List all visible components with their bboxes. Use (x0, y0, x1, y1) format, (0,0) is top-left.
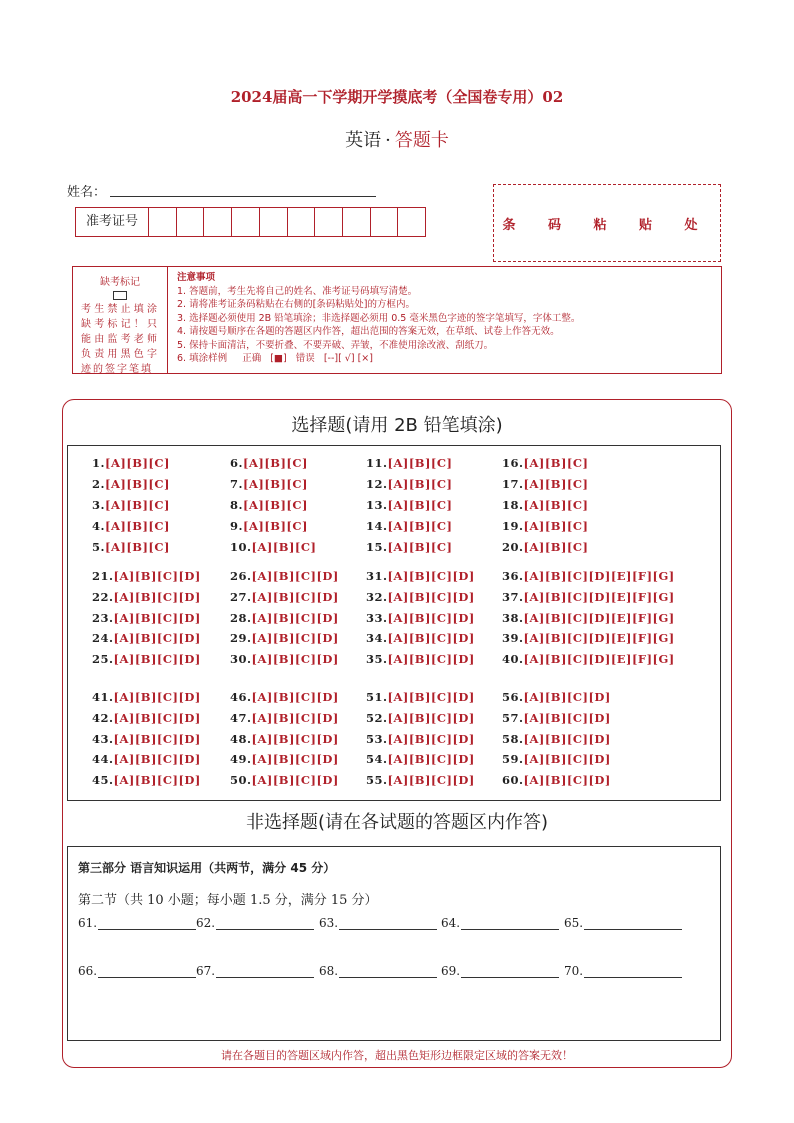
answer-options[interactable]: [A][B][C] (243, 477, 308, 491)
name-field[interactable] (110, 196, 376, 197)
notice-box (72, 266, 722, 374)
answer-options[interactable]: [A][B][C][D] (113, 611, 201, 625)
question-number: 53. (366, 732, 388, 746)
question-number: 21. (92, 569, 114, 583)
question-16[interactable] (502, 456, 588, 470)
exam-id-cell[interactable] (288, 208, 316, 236)
notice-item: 2. 请将准考证条码粘贴在右侧的[条码粘贴处]的方框内。 (177, 299, 415, 310)
blank-67[interactable] (196, 964, 314, 978)
question-54[interactable] (366, 752, 475, 766)
question-22[interactable] (92, 590, 201, 604)
question-number: 40. (502, 652, 524, 666)
question-number: 29. (230, 631, 252, 645)
question-34[interactable] (366, 631, 475, 645)
question-number: 39. (502, 631, 524, 645)
question-number: 52. (366, 711, 388, 725)
answer-options[interactable]: [A][B][C][D][E][F][G] (523, 569, 675, 583)
question-2[interactable] (92, 477, 170, 491)
answer-options[interactable]: [A][B][C][D] (387, 611, 475, 625)
question-32[interactable] (366, 590, 475, 604)
exam-id-cell[interactable] (204, 208, 232, 236)
question-number: 46. (230, 690, 252, 704)
correct-sample: [■] (270, 353, 287, 364)
question-number: 9. (230, 519, 244, 533)
question-number: 48. (230, 732, 252, 746)
question-49[interactable] (230, 752, 339, 766)
answer-options[interactable]: [A][B][C][D][E][F][G] (523, 631, 675, 645)
answer-options[interactable]: [A][B][C][D] (113, 752, 201, 766)
question-number: 17. (502, 477, 524, 491)
question-33[interactable] (366, 611, 475, 625)
question-number: 38. (502, 611, 524, 625)
question-7[interactable] (230, 477, 308, 491)
question-number: 10. (230, 540, 252, 554)
question-28[interactable] (230, 611, 339, 625)
choice-section-title: 选择题(请用 2B 铅笔填涂) (291, 415, 503, 436)
question-number: 56. (502, 690, 524, 704)
question-number: 54. (366, 752, 388, 766)
question-number: 57. (502, 711, 524, 725)
absent-title: 缺考标记 (100, 277, 140, 288)
barcode-area: 条 码 粘 贴 处 (493, 184, 721, 262)
question-number: 58. (502, 732, 524, 746)
question-number: 18. (502, 498, 524, 512)
question-number: 16. (502, 456, 524, 470)
blank-65[interactable] (564, 916, 682, 930)
question-48[interactable] (230, 732, 339, 746)
question-11[interactable] (366, 456, 452, 470)
answer-options[interactable]: [A][B][C] (387, 519, 453, 533)
question-36[interactable] (502, 569, 675, 583)
blank-70[interactable] (564, 964, 682, 978)
answer-options[interactable]: [A][B][C] (387, 498, 453, 512)
question-number: 4. (92, 519, 106, 533)
question-23[interactable] (92, 611, 201, 625)
question-58[interactable] (502, 732, 611, 746)
notice-item: 1. 答题前，考生先将自己的姓名、准考证号码填写清楚。 (177, 285, 418, 297)
question-40[interactable] (502, 652, 675, 666)
question-number: 41. (92, 690, 114, 704)
question-41[interactable] (92, 690, 201, 704)
question-24[interactable] (92, 631, 201, 645)
question-number: 19. (502, 519, 524, 533)
question-19[interactable] (502, 519, 588, 533)
question-number: 55. (366, 773, 388, 787)
exam-id-cell[interactable] (260, 208, 288, 236)
answer-options[interactable]: [A][B][C][D] (251, 732, 339, 746)
question-59[interactable] (502, 752, 611, 766)
question-27[interactable] (230, 590, 339, 604)
notice-sample-row (177, 352, 715, 366)
exam-id-cell[interactable] (232, 208, 260, 236)
answer-options[interactable]: [A][B][C][D] (113, 732, 201, 746)
question-10[interactable] (230, 540, 316, 554)
answer-options[interactable]: [A][B][C][D] (387, 732, 475, 746)
question-number: 34. (366, 631, 388, 645)
question-51[interactable] (366, 690, 475, 704)
blank-number: 67. (196, 964, 216, 978)
question-31[interactable] (366, 569, 475, 583)
answer-options[interactable]: [A][B][C][D] (387, 773, 475, 787)
question-number: 12. (366, 477, 388, 491)
answer-options[interactable]: [A][B][C][D] (251, 690, 339, 704)
question-44[interactable] (92, 752, 201, 766)
question-55[interactable] (366, 773, 475, 787)
question-number: 15. (366, 540, 388, 554)
question-20[interactable] (502, 540, 588, 554)
question-number: 43. (92, 732, 114, 746)
exam-id-cell[interactable] (177, 208, 205, 236)
question-18[interactable] (502, 498, 588, 512)
blank-63[interactable] (319, 916, 437, 930)
notice-title: 注意事项 (177, 272, 216, 283)
absent-mark-panel (73, 267, 168, 373)
question-30[interactable] (230, 652, 339, 666)
question-39[interactable] (502, 631, 675, 645)
answer-options[interactable]: [A][B][C][D] (387, 711, 475, 725)
question-number: 23. (92, 611, 114, 625)
notice-item: 4. 请按题号顺序在各题的答题区内作答，超出范围的答案无效，在草纸、试卷上作答无效。 (177, 326, 560, 337)
answer-options[interactable]: [A][B][C][D] (113, 652, 201, 666)
answer-options[interactable]: [A][B][C][D] (387, 590, 475, 604)
blank-line[interactable] (584, 917, 682, 930)
answer-options[interactable]: [A][B][C][D] (251, 569, 339, 583)
question-number: 11. (366, 456, 388, 470)
exam-id-cell[interactable] (315, 208, 343, 236)
absent-instructions: 考生禁止填涂缺考标记！只能由监考老师负责用黑色字迹的签字笔填 (81, 304, 159, 375)
question-6[interactable] (230, 456, 308, 470)
sample-label: 6. 填涂样例 (177, 353, 228, 364)
exam-id-box (75, 207, 426, 237)
blank-number: 64. (441, 916, 461, 930)
answer-options[interactable]: [A][B][C][D] (523, 773, 611, 787)
question-number: 5. (92, 540, 106, 554)
answer-options[interactable]: [A][B][C] (243, 498, 308, 512)
question-1[interactable] (92, 456, 170, 470)
blank-61[interactable] (78, 916, 196, 930)
question-9[interactable] (230, 519, 308, 533)
answer-options[interactable]: [A][B][C] (523, 519, 589, 533)
answer-options[interactable]: [A][B][C][D][E][F][G] (523, 652, 675, 666)
blank-64[interactable] (441, 916, 559, 930)
blank-62[interactable] (196, 916, 314, 930)
question-14[interactable] (366, 519, 452, 533)
answer-options[interactable]: [A][B][C][D] (387, 752, 475, 766)
question-15[interactable] (366, 540, 452, 554)
question-number: 32. (366, 590, 388, 604)
answer-options[interactable]: [A][B][C] (387, 456, 453, 470)
blank-line[interactable] (339, 965, 437, 978)
question-37[interactable] (502, 590, 675, 604)
card-label: 答题卡 (394, 130, 449, 151)
question-29[interactable] (230, 631, 339, 645)
answer-options[interactable]: [A][B][C][D] (113, 569, 201, 583)
wrong-label: 错误 (295, 353, 315, 364)
question-47[interactable] (230, 711, 339, 725)
question-5[interactable] (92, 540, 170, 554)
question-number: 2. (92, 477, 106, 491)
blank-line[interactable] (339, 917, 437, 930)
answer-options[interactable]: [A][B][C][D] (523, 690, 611, 704)
question-number: 51. (366, 690, 388, 704)
choice-answer-box (67, 445, 721, 801)
question-3[interactable] (92, 498, 170, 512)
answer-options[interactable]: [A][B][C] (105, 498, 170, 512)
question-21[interactable] (92, 569, 201, 583)
question-number: 26. (230, 569, 252, 583)
question-43[interactable] (92, 732, 201, 746)
answer-options[interactable]: [A][B][C][D] (387, 631, 475, 645)
question-52[interactable] (366, 711, 475, 725)
blank-line[interactable] (216, 917, 314, 930)
subject-separator: · (385, 130, 391, 151)
question-number: 1. (92, 456, 106, 470)
exam-id-cell[interactable] (371, 208, 399, 236)
footer-warning: 请在各题目的答题区域内作答，超出黑色矩形边框限定区域的答案无效！ (221, 1049, 573, 1062)
blank-line[interactable] (98, 917, 196, 930)
question-number: 28. (230, 611, 252, 625)
question-56[interactable] (502, 690, 611, 704)
answer-options[interactable]: [A][B][C][D] (251, 652, 339, 666)
question-35[interactable] (366, 652, 475, 666)
blank-number: 65. (564, 916, 584, 930)
answer-options[interactable]: [A][B][C][D] (113, 773, 201, 787)
question-number: 31. (366, 569, 388, 583)
answer-options[interactable]: [A][B][C] (105, 540, 170, 554)
blank-66[interactable] (78, 964, 196, 978)
question-12[interactable] (366, 477, 452, 491)
question-number: 37. (502, 590, 524, 604)
exam-id-cell[interactable] (398, 208, 425, 236)
absent-checkbox[interactable] (113, 291, 127, 300)
question-number: 49. (230, 752, 252, 766)
question-number: 8. (230, 498, 244, 512)
question-number: 7. (230, 477, 244, 491)
question-number: 20. (502, 540, 524, 554)
question-number: 59. (502, 752, 524, 766)
question-number: 60. (502, 773, 524, 787)
exam-id-label: 准考证号 (76, 208, 149, 236)
question-number: 44. (92, 752, 114, 766)
open-section-title: 非选择题(请在各试题的答题区内作答) (245, 812, 549, 833)
blank-line[interactable] (461, 965, 559, 978)
page-subtitle (0, 126, 794, 152)
blank-number: 69. (441, 964, 461, 978)
question-number: 30. (230, 652, 252, 666)
question-50[interactable] (230, 773, 339, 787)
answer-options[interactable]: [A][B][C][D] (113, 631, 201, 645)
question-42[interactable] (92, 711, 201, 725)
blank-number: 63. (319, 916, 339, 930)
question-17[interactable] (502, 477, 588, 491)
notice-item: 5. 保持卡面清洁，不要折叠、不要弄破、弄皱，不准使用涂改液、刮纸刀。 (177, 339, 494, 351)
question-45[interactable] (92, 773, 201, 787)
answer-options[interactable]: [A][B][C] (387, 477, 453, 491)
question-number: 25. (92, 652, 114, 666)
answer-options[interactable]: [A][B][C] (105, 456, 170, 470)
answer-options[interactable]: [A][B][C] (523, 456, 589, 470)
question-number: 22. (92, 590, 114, 604)
question-38[interactable] (502, 611, 675, 625)
question-number: 50. (230, 773, 252, 787)
question-13[interactable] (366, 498, 452, 512)
answer-options[interactable]: [A][B][C][D] (251, 611, 339, 625)
answer-options[interactable]: [A][B][C] (105, 477, 170, 491)
question-8[interactable] (230, 498, 308, 512)
answer-options[interactable]: [A][B][C][D] (523, 732, 611, 746)
answer-options[interactable]: [A][B][C] (523, 498, 589, 512)
blank-number: 61. (78, 916, 98, 930)
subject-label: 英语 (345, 130, 382, 151)
answer-options[interactable]: [A][B][C][D] (251, 773, 339, 787)
blank-number: 62. (196, 916, 216, 930)
question-53[interactable] (366, 732, 475, 746)
blank-line[interactable] (584, 965, 682, 978)
question-number: 24. (92, 631, 114, 645)
blank-number: 70. (564, 964, 584, 978)
question-57[interactable] (502, 711, 611, 725)
answer-options[interactable]: [A][B][C] (251, 540, 317, 554)
answer-options[interactable]: [A][B][C][D] (387, 569, 475, 583)
name-label: 姓名： (67, 185, 107, 200)
question-number: 42. (92, 711, 114, 725)
answer-options[interactable]: [A][B][C] (523, 540, 589, 554)
answer-options[interactable]: [A][B][C] (243, 519, 308, 533)
answer-options[interactable]: [A][B][C][D] (113, 590, 201, 604)
notice-list (177, 271, 715, 366)
exam-id-cell[interactable] (149, 208, 177, 236)
question-46[interactable] (230, 690, 339, 704)
question-number: 3. (92, 498, 106, 512)
question-number: 35. (366, 652, 388, 666)
question-number: 13. (366, 498, 388, 512)
question-number: 14. (366, 519, 388, 533)
answer-options[interactable]: [A][B][C][D] (251, 590, 339, 604)
answer-options[interactable]: [A][B][C][D][E][F][G] (523, 590, 675, 604)
question-number: 36. (502, 569, 524, 583)
blank-line[interactable] (98, 965, 196, 978)
blank-line[interactable] (216, 965, 314, 978)
blank-number: 68. (319, 964, 339, 978)
answer-options[interactable]: [A][B][C][D] (113, 690, 201, 704)
part-title: 第三部分 语言知识运用（共两节，满分 45 分） (78, 861, 336, 875)
question-number: 27. (230, 590, 252, 604)
page-title: 2024届高一下学期开学摸底考（全国卷专用）02 (230, 88, 564, 106)
answer-options[interactable]: [A][B][C] (243, 456, 308, 470)
question-number: 45. (92, 773, 114, 787)
exam-id-cell[interactable] (343, 208, 371, 236)
answer-options[interactable]: [A][B][C] (523, 477, 589, 491)
answer-options[interactable]: [A][B][C][D] (387, 652, 475, 666)
answer-options[interactable]: [A][B][C][D] (523, 711, 611, 725)
blank-number: 66. (78, 964, 98, 978)
correct-label: 正确 (242, 353, 262, 364)
answer-options[interactable]: [A][B][C][D] (251, 752, 339, 766)
section-title: 第二节（共 10 小题；每小题 1.5 分，满分 15 分） (78, 893, 378, 908)
answer-options[interactable]: [A][B][C][D][E][F][G] (523, 611, 675, 625)
blank-68[interactable] (319, 964, 437, 978)
answer-options[interactable]: [A][B][C][D] (387, 690, 475, 704)
answer-options[interactable]: [A][B][C] (387, 540, 453, 554)
question-25[interactable] (92, 652, 201, 666)
answer-options[interactable]: [A][B][C][D] (113, 711, 201, 725)
question-number: 47. (230, 711, 252, 725)
answer-options[interactable]: [A][B][C][D] (523, 752, 611, 766)
question-60[interactable] (502, 773, 611, 787)
answer-options[interactable]: [A][B][C][D] (251, 631, 339, 645)
question-number: 33. (366, 611, 388, 625)
wrong-samples: [--][ √] [×] (323, 353, 373, 364)
question-4[interactable] (92, 519, 170, 533)
question-26[interactable] (230, 569, 339, 583)
question-number: 6. (230, 456, 244, 470)
blank-line[interactable] (461, 917, 559, 930)
blank-69[interactable] (441, 964, 559, 978)
notice-item: 3. 选择题必须使用 2B 铅笔填涂；非选择题必须用 0.5 毫米黑色字迹的签字笔填写，字体工整。 (177, 312, 581, 324)
answer-options[interactable]: [A][B][C][D] (251, 711, 339, 725)
answer-options[interactable]: [A][B][C] (105, 519, 170, 533)
